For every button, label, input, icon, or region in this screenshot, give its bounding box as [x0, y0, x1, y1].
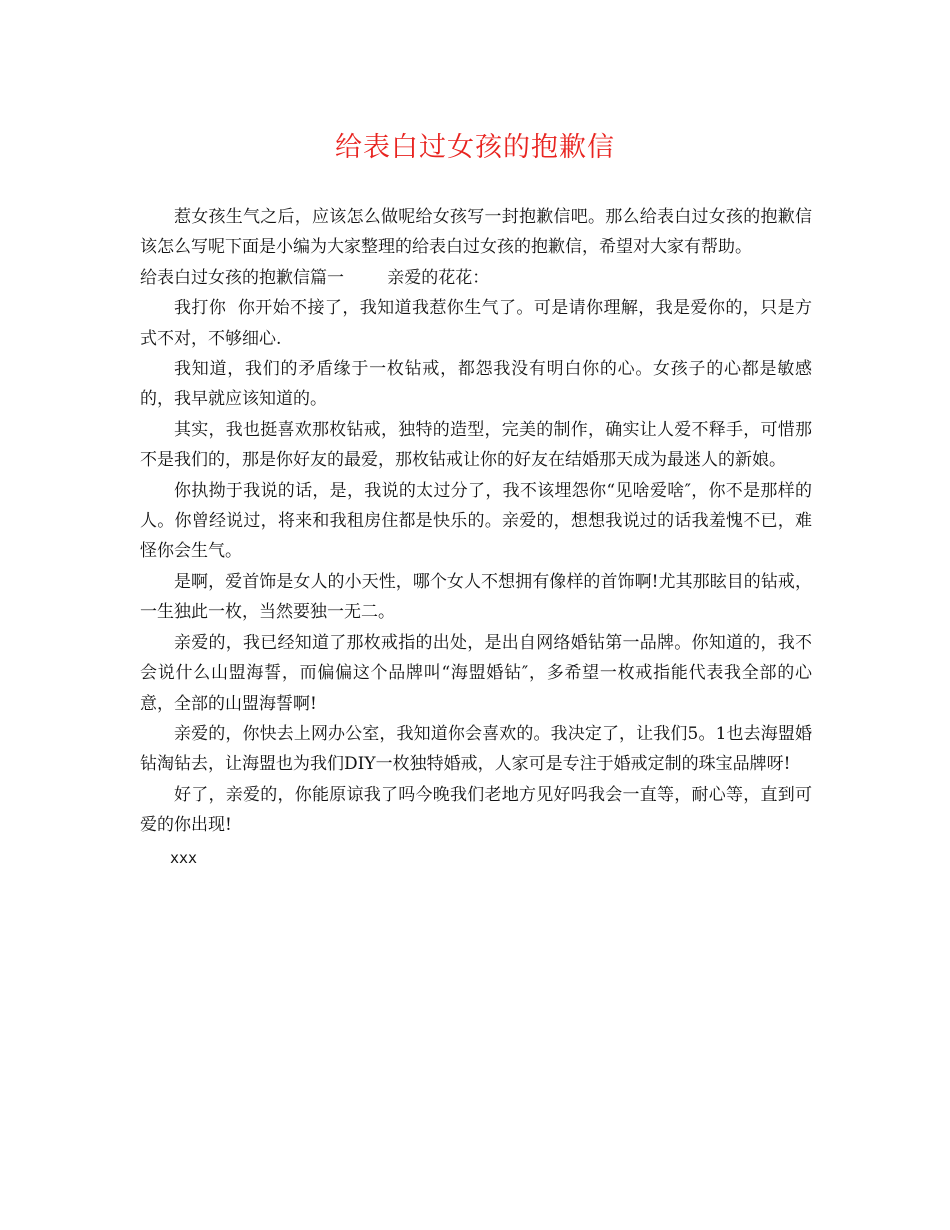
letter-paragraph: 我知道，我们的矛盾缘于一枚钻戒，都怨我没有明白你的心。女孩子的心都是敏感的，我早就应该知道的。 [140, 359, 812, 410]
section-heading: 给表白过女孩的抱歉信篇一 [140, 267, 344, 288]
document-body [140, 202, 812, 873]
letter-paragraph: 是啊，爱首饰是女人的小天性，哪个女人不想拥有像样的首饰啊!尤其那眩目的钻戒，一生独此一枚，当然要独一无二。 [140, 571, 812, 623]
letter-paragraph: 你执拗于我说的话，是，我说的太过分了，我不该埋怨你“见啥爱啥″，你不是那样的人。你曾经说过，将来和我租房住都是快乐的。亲爱的，想想我说过的话我羞愧不已，难怪你会生气。 [140, 480, 812, 562]
signature: xxx [170, 848, 198, 867]
salutation: 亲爱的花花： [387, 267, 490, 288]
document-title: 给表白过女孩的抱歉信 [335, 132, 615, 163]
section-heading-line [140, 263, 812, 293]
letter-paragraph: 我打你 你开始不接了，我知道我惹你生气了。可是请你理解，我是爱你的，只是方式不对，不够细心. [140, 298, 812, 349]
letter-paragraph: 好了，亲爱的，你能原谅我了吗今晚我们老地方见好吗我会一直等，耐心等，直到可爱的你出现! [140, 784, 812, 836]
intro-paragraph: 惹女孩生气之后，应该怎么做呢给女孩写一封抱歉信吧。那么给表白过女孩的抱歉信该怎么写呢下面是小编为大家整理的给表白过女孩的抱歉信，希望对大家有帮助。 [140, 207, 812, 258]
letter-paragraph: 亲爱的，你快去上网办公室，我知道你会喜欢的。我决定了，让我们5。1也去海盟婚钻淘钻去，让海盟也为我们DIY一枚独特婚戒，人家可是专注于婚戒定制的珠宝品牌呀! [140, 723, 812, 775]
letter-paragraph: 亲爱的，我已经知道了那枚戒指的出处，是出自网络婚钻第一品牌。你知道的，我不会说什么山盟海誓，而偏偏这个品牌叫“海盟婚钻″，多希望一枚戒指能代表我全部的心意，全部的山盟海誓啊! [140, 632, 812, 714]
letter-paragraph: 其实，我也挺喜欢那枚钻戒，独特的造型，完美的制作，确实让人爱不释手，可惜那不是我们的，那是你好友的最爱，那枚钻戒让你的好友在结婚那天成为最迷人的新娘。 [140, 419, 812, 471]
